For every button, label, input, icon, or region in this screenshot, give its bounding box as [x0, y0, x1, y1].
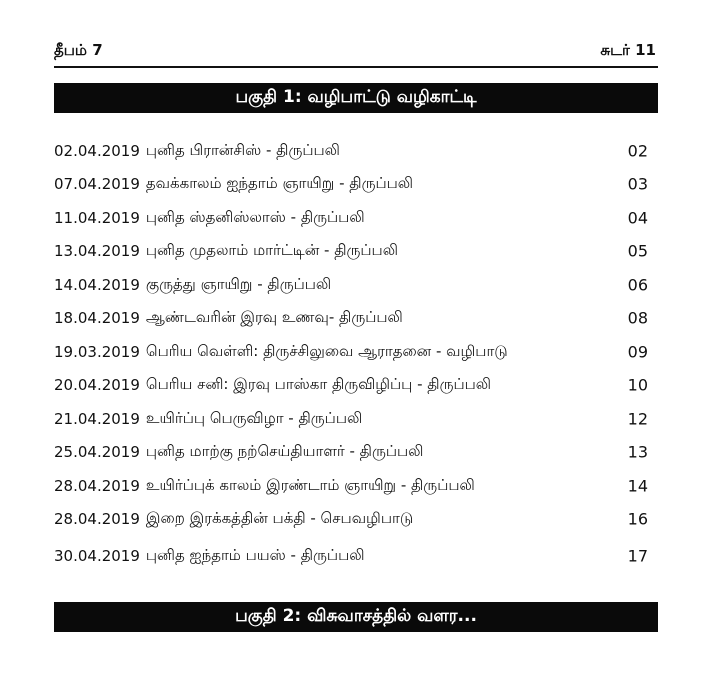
toc-page-number: 13 — [627, 442, 648, 462]
toc-title: குருத்து ஞாயிறு - திருப்பலி — [145, 274, 332, 293]
toc-title: புனித ஸ்தனிஸ்லாஸ் - திருப்பலி — [145, 207, 365, 226]
toc-title: உயிர்ப்பு பெருவிழா - திருப்பலி — [145, 408, 363, 427]
toc-title: உயிர்ப்புக் காலம் இரண்டாம் ஞாயிறு - திருப்பலி — [145, 475, 475, 494]
toc-page-number: 16 — [627, 509, 648, 529]
toc-title: இறை இரக்கத்தின் பக்தி - செபவழிபாடு — [145, 509, 414, 528]
section-2-title: பகுதி 2: விசுவாசத்தில் வளர... — [235, 606, 477, 626]
toc-title: புனித பிரான்சிஸ் - திருப்பலி — [145, 140, 340, 159]
table-of-contents — [54, 134, 658, 573]
toc-entry[interactable] — [54, 469, 658, 503]
toc-page-number: 04 — [627, 208, 648, 228]
toc-page-number: 02 — [627, 141, 648, 161]
toc-date: 30.04.2019 — [54, 546, 140, 565]
toc-date: 20.04.2019 — [54, 376, 140, 395]
toc-entry[interactable] — [54, 302, 658, 336]
toc-title: புனித மாற்கு நற்செய்தியாளர் - திருப்பலி — [145, 442, 424, 461]
toc-date: 13.04.2019 — [54, 242, 140, 261]
toc-date: 14.04.2019 — [54, 275, 140, 294]
toc-entry[interactable] — [54, 134, 658, 168]
toc-entry[interactable] — [54, 369, 658, 403]
section-2-heading — [54, 602, 658, 632]
toc-page-number: 08 — [627, 308, 648, 328]
toc-entry[interactable] — [54, 268, 658, 302]
issue-label: தீபம் 7 — [54, 41, 103, 59]
toc-page-number: 17 — [627, 546, 648, 566]
toc-date: 28.04.2019 — [54, 510, 140, 529]
toc-title: புனித ஐந்தாம் பயஸ் - திருப்பலி — [145, 545, 365, 564]
toc-date: 25.04.2019 — [54, 443, 140, 462]
toc-date: 19.03.2019 — [54, 342, 140, 361]
toc-entry[interactable] — [54, 402, 658, 436]
toc-title: பெரிய வெள்ளி: திருச்சிலுவை ஆராதனை - வழிபாடு — [145, 341, 508, 360]
toc-entry[interactable] — [54, 539, 658, 573]
page-header — [54, 38, 658, 68]
volume-label: சுடர் 11 — [600, 41, 656, 59]
toc-title: ஆண்டவரின் இரவு உணவு- திருப்பலி — [145, 308, 403, 327]
toc-date: 02.04.2019 — [54, 141, 140, 160]
toc-page-number: 12 — [627, 409, 648, 429]
toc-title: புனித முதலாம் மார்ட்டின் - திருப்பலி — [145, 241, 398, 260]
toc-date: 18.04.2019 — [54, 309, 140, 328]
toc-page-number: 10 — [627, 375, 648, 395]
toc-page-number: 06 — [627, 275, 648, 295]
toc-entry[interactable] — [54, 201, 658, 235]
toc-entry[interactable] — [54, 436, 658, 470]
section-1-title: பகுதி 1: வழிபாட்டு வழிகாட்டி — [235, 87, 477, 107]
toc-entry[interactable] — [54, 168, 658, 202]
toc-title: பெரிய சனி: இரவு பாஸ்கா திருவிழிப்பு - திருப்பலி — [145, 375, 492, 394]
toc-date: 07.04.2019 — [54, 175, 140, 194]
toc-page-number: 03 — [627, 174, 648, 194]
toc-date: 21.04.2019 — [54, 409, 140, 428]
toc-date: 11.04.2019 — [54, 208, 140, 227]
section-1-heading — [54, 83, 658, 113]
toc-page-number: 14 — [627, 476, 648, 496]
toc-date: 28.04.2019 — [54, 476, 140, 495]
toc-page-number: 05 — [627, 241, 648, 261]
toc-entry[interactable] — [54, 235, 658, 269]
toc-title: தவக்காலம் ஐந்தாம் ஞாயிறு - திருப்பலி — [145, 174, 414, 193]
toc-entry[interactable] — [54, 335, 658, 369]
toc-page-number: 09 — [627, 342, 648, 362]
toc-entry[interactable] — [54, 503, 658, 537]
